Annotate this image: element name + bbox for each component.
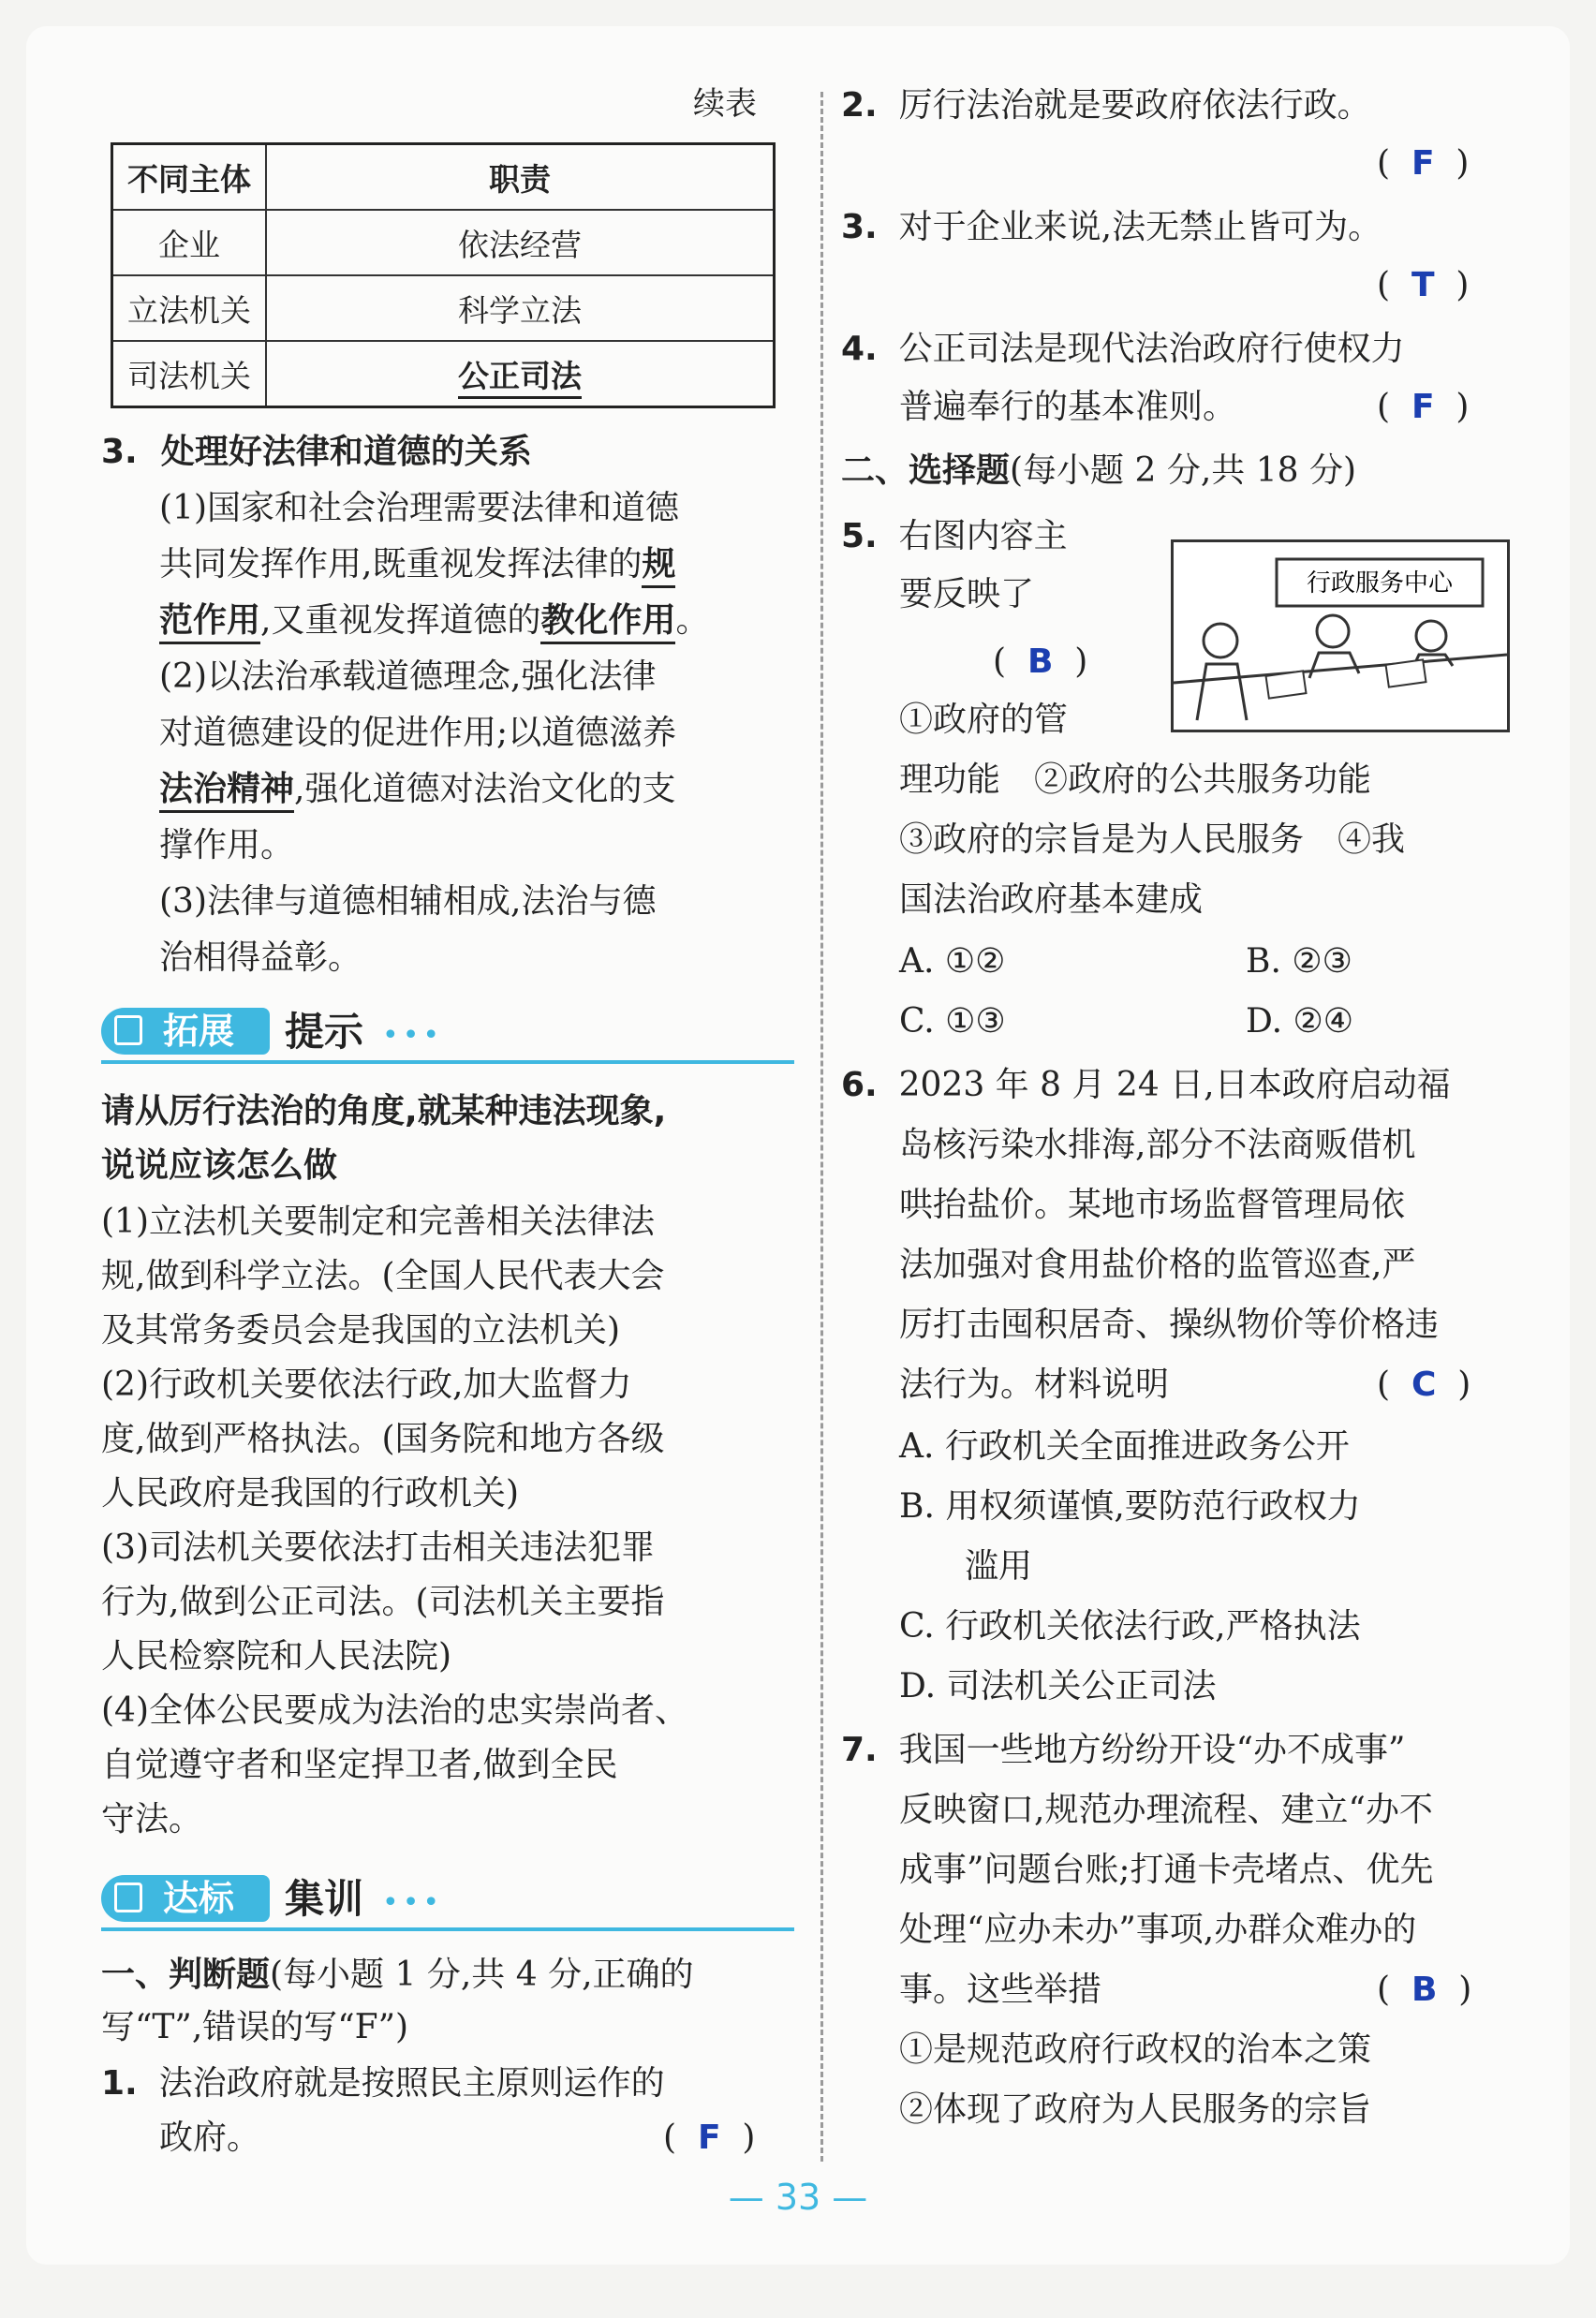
q3-line: (1)国家和社会治理需要法律和道德 [159, 489, 679, 527]
question-text: 2023 年 8 月 24 日,日本政府启动福 [898, 1066, 1451, 1104]
continued-label: 续表 [693, 85, 757, 123]
question-number: 6. [841, 1066, 878, 1104]
q6-line: 厉打击囤积居奇、操纵物价等价格违 [899, 1306, 1440, 1344]
expand-line: (2)行政机关要依法行政,加大监督力 [101, 1366, 632, 1404]
q5-option-c: C. ①③ [899, 1002, 1006, 1041]
q7-line: 事。这些举措 [899, 1971, 1102, 2009]
table-cell: 立法机关 [112, 275, 267, 341]
table-row [112, 341, 775, 407]
expand-line: (4)全体公民要成为法治的忠实崇尚者、 [101, 1691, 688, 1730]
section1-header [101, 1954, 694, 1996]
page-number: — 33 — [728, 2177, 868, 2218]
cartoon-person-head [1204, 624, 1237, 657]
table-header-row [112, 144, 775, 211]
answer-mark: C [1411, 1366, 1437, 1404]
q3-line [159, 543, 675, 585]
question-number: 5. [841, 517, 878, 555]
q7-line: 成事”问题台账;打通卡壳堵点、优先 [899, 1851, 1434, 1889]
q3-line: (2)以法治承载道德理念,强化法律 [159, 657, 657, 696]
q3-title-text: 处理好法律和道德的关系 [160, 433, 532, 471]
tf-question-4-cont: 普遍奉行的基本准则。 [899, 388, 1237, 426]
section2-title: 二、选择题 [841, 451, 1011, 490]
q3-line: 治相得益彰。 [159, 938, 362, 977]
table-cell [266, 341, 775, 407]
table-header: 不同主体 [112, 144, 267, 211]
q5-option-b: B. ②③ [1246, 942, 1352, 981]
table-cell: 科学立法 [266, 275, 775, 341]
table-cell: 依法经营 [266, 210, 775, 275]
tag-icon [114, 1015, 142, 1045]
q7-line: 处理“应办未办”事项,办群众难办的 [899, 1911, 1417, 1949]
q3-text: ,又重视发挥道德的 [260, 601, 541, 640]
expand-line: 守法。 [101, 1800, 203, 1838]
heading-pill-label: 拓展 [163, 1011, 235, 1052]
expand-line: 规,做到科学立法。(全国人民代表大会 [101, 1257, 665, 1295]
question-text: 对于企业来说,法无禁止皆可为。 [898, 208, 1382, 246]
q5-option-d: D. ②④ [1246, 1002, 1354, 1041]
question-text: 右图内容主 [898, 517, 1068, 555]
tf-answer-2: ( F ) [1377, 144, 1470, 183]
expand-line: 人民检察院和人民法院) [101, 1637, 452, 1676]
answer-mark: B [1027, 642, 1054, 681]
cartoon-counter [1174, 655, 1507, 683]
expand-line: 及其常务委员会是我国的立法机关) [101, 1311, 621, 1350]
q3-text: 共同发挥作用,既重视发挥法律的 [159, 545, 643, 583]
expand-heading [101, 1002, 794, 1062]
question-text: 公正司法是现代法治政府行使权力 [898, 330, 1405, 368]
section1-note: (每小题 1 分,共 4 分,正确的 [270, 1956, 694, 1994]
expand-line: (1)立法机关要制定和完善相关法律法 [101, 1203, 655, 1241]
answer-mark: F [1411, 144, 1435, 183]
q7-line [841, 1729, 1405, 1771]
cartoon-sign: 行政服务中心 [1306, 569, 1454, 598]
q3-answer: 法治精神 [159, 770, 294, 813]
cartoon-person-body [1197, 664, 1247, 720]
q6-line [841, 1064, 1451, 1106]
q5-line [841, 515, 1068, 557]
cartoon-person-body [1309, 653, 1359, 678]
q5-statement: 国法治政府基本建成 [899, 880, 1204, 919]
q6-line: 法加强对食用盐价格的监管巡查,严 [899, 1246, 1416, 1284]
heading-rule [101, 1060, 794, 1064]
q3-answer: 教化作用 [540, 601, 675, 644]
q6-option-d: D. 司法机关公正司法 [899, 1667, 1217, 1705]
q5-answer: ( B ) [993, 642, 1088, 681]
q6-option-c: C. 行政机关依法行政,严格执法 [899, 1607, 1361, 1646]
question-number: 2. [841, 86, 878, 125]
tf-question-3 [841, 206, 1382, 248]
q6-option-b-cont: 滥用 [965, 1547, 1033, 1586]
answer-mark: F [697, 2119, 721, 2157]
section2-note: (每小题 2 分,共 18 分) [1010, 451, 1357, 490]
q3-answer: 范作用 [159, 601, 260, 644]
tf-question-4 [841, 328, 1405, 370]
tf-question-2 [841, 84, 1371, 126]
q6-line: 法行为。材料说明 [899, 1366, 1170, 1404]
q7-answer: ( B ) [1377, 1971, 1472, 2009]
training-heading [101, 1869, 794, 1929]
q6-line: 岛核污染水排海,部分不法商贩借机 [899, 1126, 1416, 1164]
expand-line: 度,做到严格执法。(国务院和地方各级 [101, 1420, 665, 1458]
cartoon-nameplate [1386, 659, 1426, 687]
column-divider [820, 92, 823, 2162]
cartoon-person-head [1416, 621, 1446, 651]
expand-prompt: 请从厉行法治的角度,就某种违法现象, [101, 1092, 667, 1130]
q3-number: 3. [101, 433, 138, 471]
q5-statement: 理功能 ②政府的公共服务功能 [899, 760, 1372, 799]
q5-statement: ①政府的管 [899, 701, 1069, 739]
section1-title: 一、判断题 [101, 1956, 271, 1994]
duty-table [111, 142, 776, 408]
answer-mark: B [1411, 1971, 1438, 2009]
q3-title [101, 431, 532, 473]
q3-text: ,强化道德对法治文化的支 [294, 770, 676, 808]
q7-statement: ①是规范政府行政权的治本之策 [899, 2030, 1372, 2069]
section2-header [841, 450, 1356, 492]
table-row [112, 275, 775, 341]
question-text: 法治政府就是按照民主原则运作的 [158, 2064, 665, 2103]
heading-title: 提示 [285, 1009, 364, 1055]
expand-prompt: 说说应该怎么做 [101, 1146, 338, 1185]
q6-option-b: B. 用权须谨慎,要防范行政权力 [899, 1487, 1361, 1526]
answer-mark: F [1411, 388, 1435, 426]
tag-icon [114, 1882, 142, 1912]
heading-dots: ••• [382, 1019, 444, 1052]
table-answer: 公正司法 [458, 358, 582, 399]
q5-statement: ③政府的宗旨是为人民服务 ④我 [899, 820, 1406, 859]
section1-note: 写“T”,错误的写“F”) [101, 2008, 409, 2046]
q3-line [159, 768, 675, 810]
heading-rule [101, 1927, 794, 1931]
table-cell: 企业 [112, 210, 267, 275]
q7-statement: ②体现了政府为人民服务的宗旨 [899, 2090, 1372, 2129]
q7-line: 反映窗口,规范办理流程、建立“办不 [899, 1791, 1433, 1829]
cartoon-nameplate [1266, 671, 1307, 698]
q3-line: (3)法律与道德相辅相成,法治与德 [159, 882, 657, 921]
q5-option-a: A. ①② [899, 942, 1006, 981]
page [26, 26, 1570, 2265]
expand-line: (3)司法机关要依法打击相关违法犯罪 [101, 1528, 655, 1567]
tf-answer-3: ( T ) [1377, 266, 1470, 304]
question-number: 1. [101, 2064, 138, 2103]
question-number: 3. [841, 208, 878, 246]
expand-line: 人民政府是我国的行政机关) [101, 1474, 520, 1513]
q6-line: 哄抬盐价。某地市场监督管理局依 [899, 1186, 1406, 1224]
q6-answer: ( C ) [1377, 1366, 1471, 1404]
table-row [112, 210, 775, 275]
cartoon-image [1171, 539, 1510, 732]
tf-answer-1: ( F ) [663, 2119, 756, 2157]
answer-mark: T [1411, 266, 1435, 304]
tf-answer-4: ( F ) [1377, 388, 1470, 426]
question-text: 厉行法治就是要政府依法行政。 [898, 86, 1371, 125]
heading-title: 集训 [285, 1876, 364, 1922]
q3-line: 对道德建设的促进作用;以道德滋养 [159, 714, 677, 752]
heading-dots: ••• [382, 1886, 444, 1919]
q6-option-a: A. 行政机关全面推进政务公开 [899, 1427, 1350, 1466]
question-number: 7. [841, 1731, 878, 1769]
question-number: 4. [841, 330, 878, 368]
question-text: 我国一些地方纷纷开设“办不成事” [898, 1731, 1406, 1769]
q3-line [159, 599, 710, 642]
expand-line: 自觉遵守者和坚定捍卫者,做到全民 [101, 1746, 618, 1784]
heading-pill-label: 达标 [163, 1878, 235, 1919]
tf-question-1-cont: 政府。 [159, 2119, 261, 2157]
q3-text: 。 [675, 601, 710, 640]
cartoon-illustration [1174, 542, 1507, 730]
table-header: 职责 [266, 144, 775, 211]
tf-question-1 [101, 2062, 665, 2104]
q5-line: 要反映了 [899, 575, 1035, 613]
expand-line: 行为,做到公正司法。(司法机关主要指 [101, 1583, 665, 1621]
table-cell: 司法机关 [112, 341, 267, 407]
q3-answer: 规 [642, 545, 675, 588]
cartoon-person-head [1317, 615, 1349, 647]
q3-line: 撑作用。 [159, 826, 295, 864]
